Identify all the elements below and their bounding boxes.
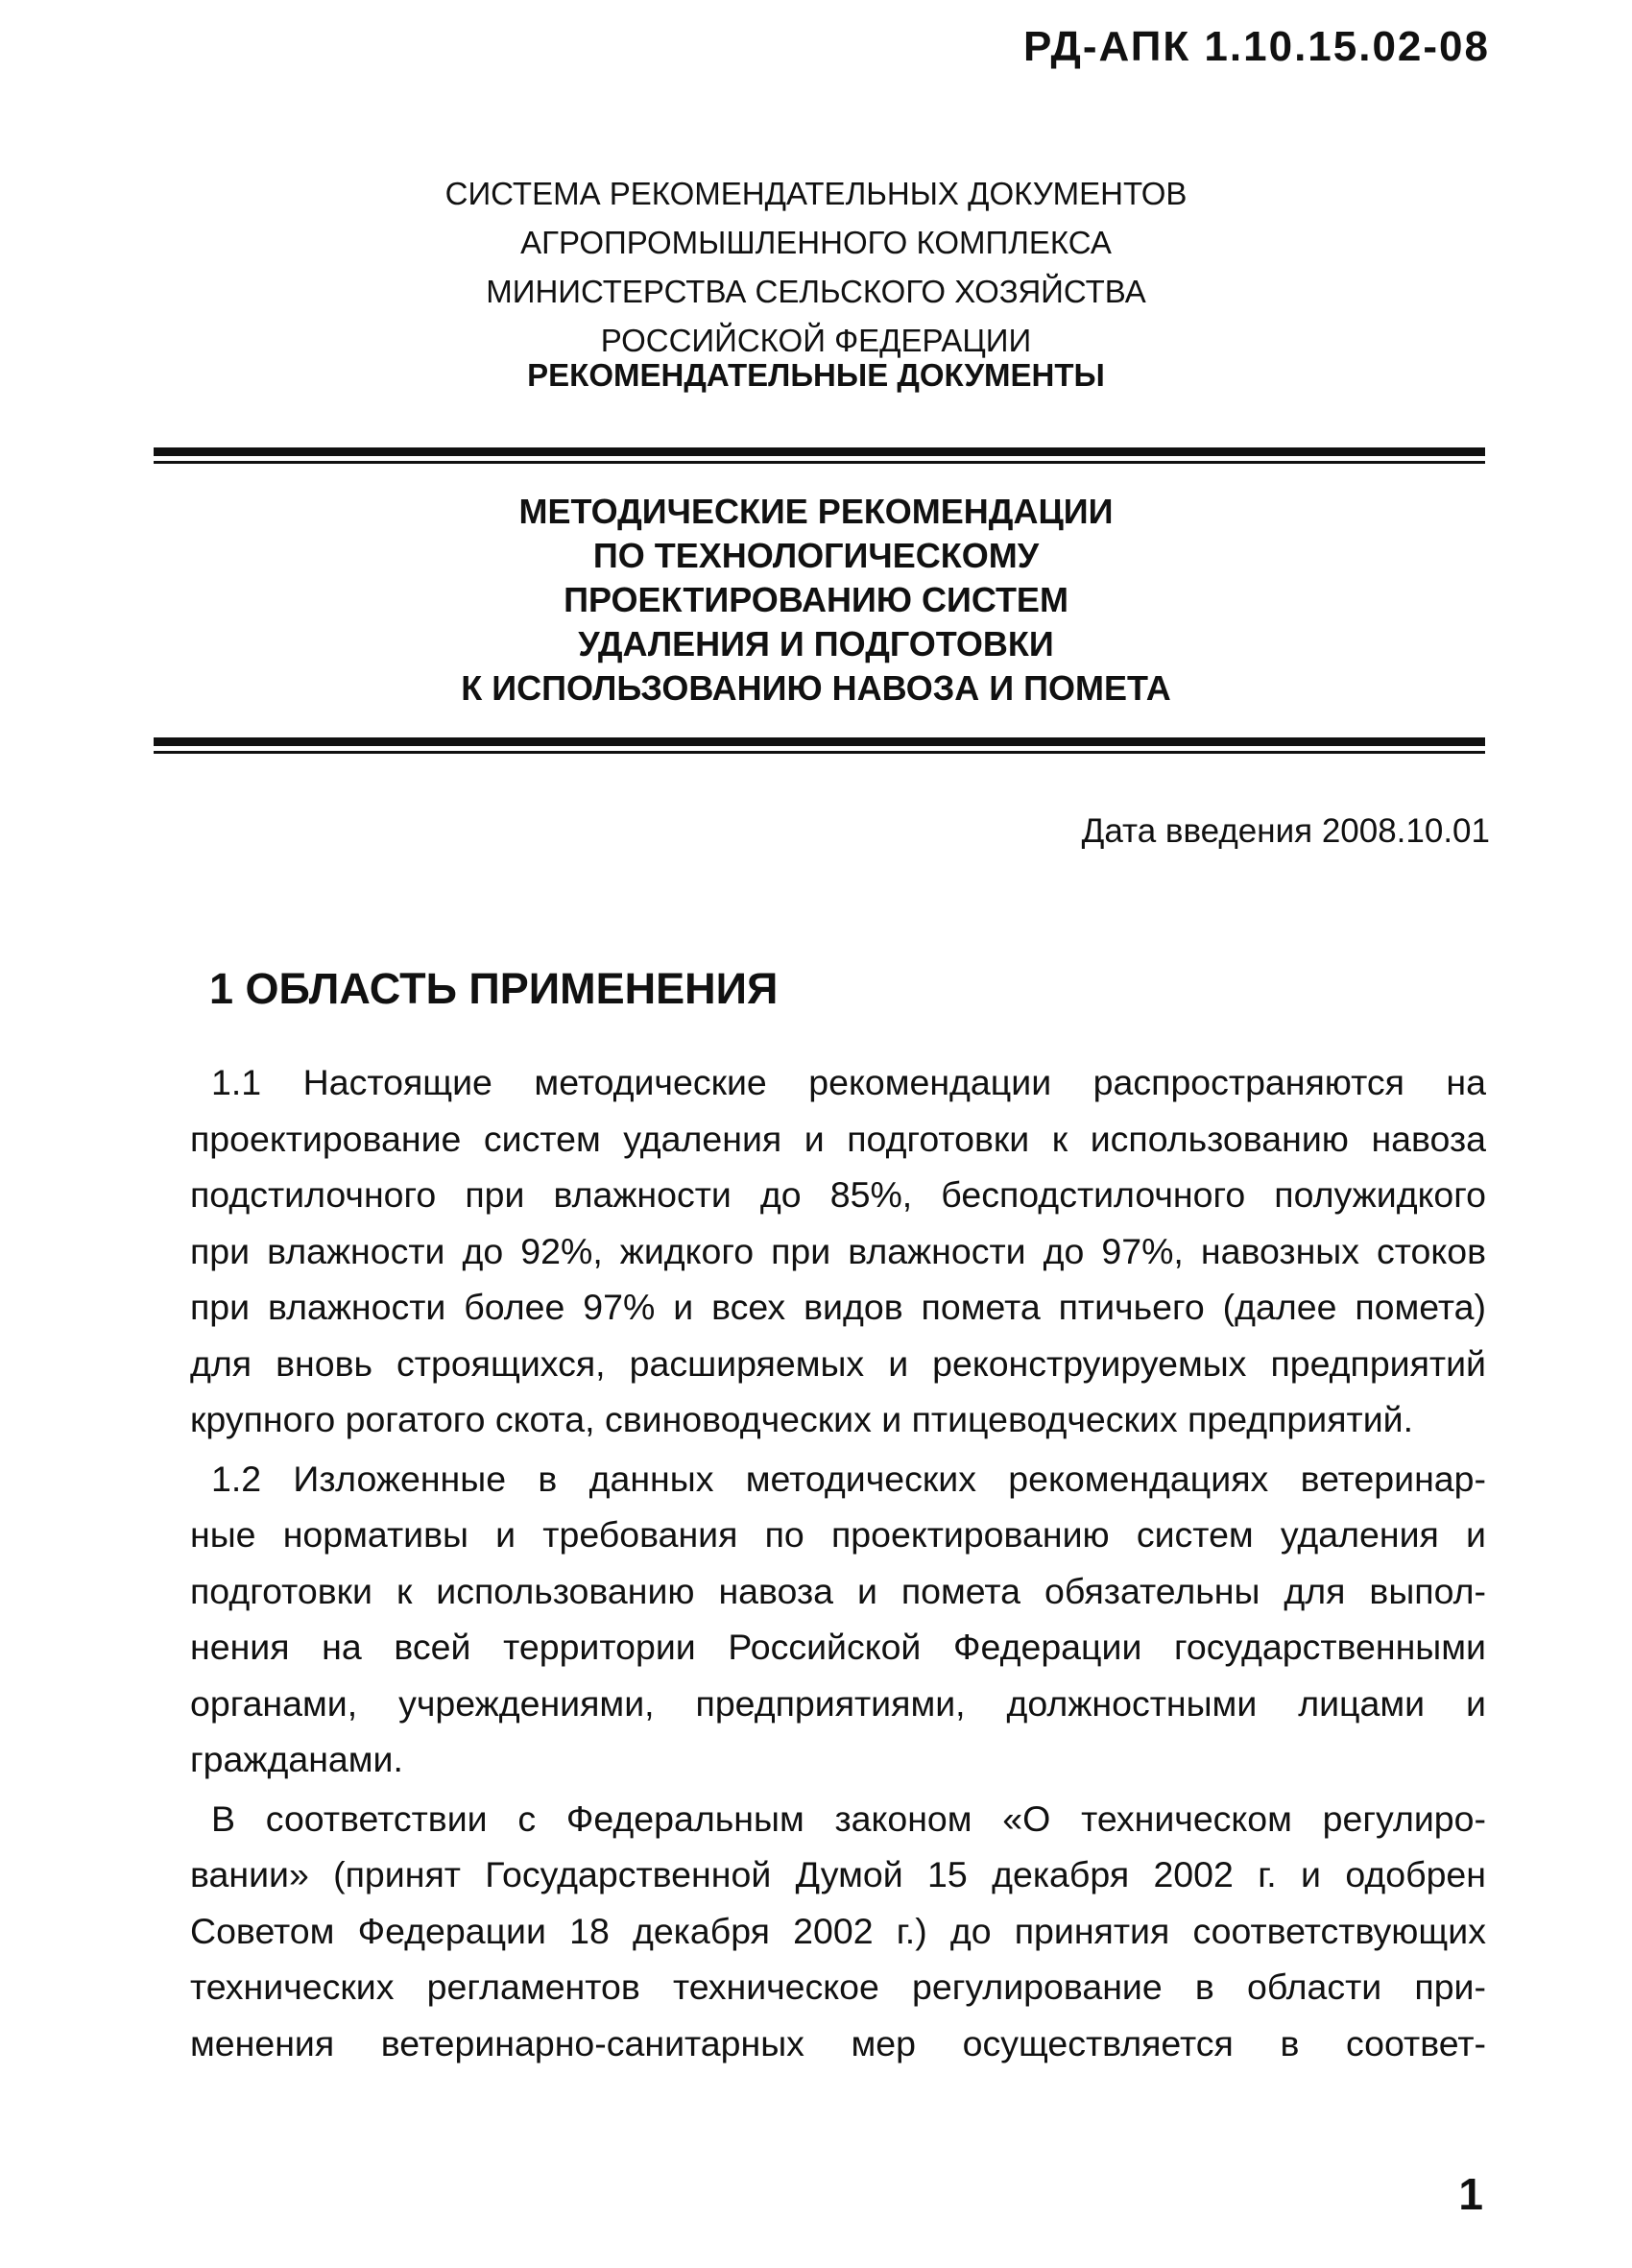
section-body <box>190 1054 1486 2074</box>
title-line: МЕТОДИЧЕСКИЕ РЕКОМЕНДАЦИИ <box>518 492 1114 531</box>
paragraph-line: гражданами. <box>190 1739 403 1779</box>
paragraph <box>190 1791 1486 2072</box>
paragraph <box>190 1054 1486 1448</box>
bottom-double-rule <box>154 737 1485 754</box>
paragraph-line: крупного рогатого скота, свиноводческих и птицеводческих предприятий. <box>190 1399 1414 1439</box>
page-number: 1 <box>1458 2169 1483 2219</box>
paragraph-line: при влажности более 97% и всех видов помета птичьего (далее помета) <box>190 1287 1486 1327</box>
top-double-rule <box>154 447 1485 464</box>
paragraph-line: В соответствии с Федеральным законом «О техническом регулиро- <box>211 1798 1486 1839</box>
paragraph-line: ные нормативы и требования по проектированию систем удаления и <box>190 1514 1486 1555</box>
paragraph-line: при влажности до 92%, жидкого при влажности до 97%, навозных стоков <box>190 1230 1486 1271</box>
paragraph-line: подготовки к использованию навоза и помета обязательны для выпол- <box>190 1570 1486 1611</box>
introduction-date: Дата введения 2008.10.01 <box>1081 812 1490 850</box>
document-title <box>0 490 1632 711</box>
title-line: ПРОЕКТИРОВАНИЮ СИСТЕМ <box>564 580 1068 619</box>
paragraph-line: подстилочного при влажности до 85%, бесподстилочного полужидкого <box>190 1174 1486 1215</box>
paragraph-line: менения ветеринарно-санитарных мер осуществляется в соответ- <box>190 2022 1486 2063</box>
paragraph-line: 1.1 Настоящие методические рекомендации распространяются на <box>211 1062 1486 1102</box>
system-line: АГРОПРОМЫШЛЕННОГО КОМПЛЕКСА <box>520 225 1112 260</box>
system-line: СИСТЕМА РЕКОМЕНДАТЕЛЬНЫХ ДОКУМЕНТОВ <box>444 176 1188 211</box>
title-line: ПО ТЕХНОЛОГИЧЕСКОМУ <box>592 536 1040 575</box>
paragraph <box>190 1451 1486 1788</box>
system-line: РОССИЙСКОЙ ФЕДЕРАЦИИ <box>600 323 1032 358</box>
paragraph-line: технических регламентов техническое регулирование в области при- <box>190 1966 1486 2007</box>
paragraph-line: 1.2 Изложенные в данных методических рекомендациях ветеринар- <box>211 1458 1486 1499</box>
title-line: К ИСПОЛЬЗОВАНИЮ НАВОЗА И ПОМЕТА <box>461 668 1171 708</box>
paragraph-line: Советом Федерации 18 декабря 2002 г.) до принятия соответствующих <box>190 1910 1486 1951</box>
system-line: МИНИСТЕРСТВА СЕЛЬСКОГО ХОЗЯЙСТВА <box>486 274 1146 309</box>
paragraph-line: вании» (принят Государственной Думой 15 декабря 2002 г. и одобрен <box>190 1854 1486 1894</box>
paragraph-line: органами, учреждениями, предприятиями, должностными лицами и <box>190 1682 1486 1724</box>
paragraph-line: проектирование систем удаления и подготовки к использованию навоза <box>190 1118 1486 1159</box>
system-block <box>0 169 1632 365</box>
section-heading: 1 ОБЛАСТЬ ПРИМЕНЕНИЯ <box>209 964 779 1013</box>
paragraph-line: нения на всей территории Российской Федерации государственными <box>190 1627 1486 1667</box>
document-type: РЕКОМЕНДАТЕЛЬНЫЕ ДОКУМЕНТЫ <box>527 357 1105 393</box>
document-code: РД-АПК 1.10.15.02-08 <box>1022 23 1490 70</box>
title-line: УДАЛЕНИЯ И ПОДГОТОВКИ <box>578 624 1054 664</box>
paragraph-line: для вновь строящихся, расширяемых и реконструируемых предприятий <box>190 1342 1486 1384</box>
